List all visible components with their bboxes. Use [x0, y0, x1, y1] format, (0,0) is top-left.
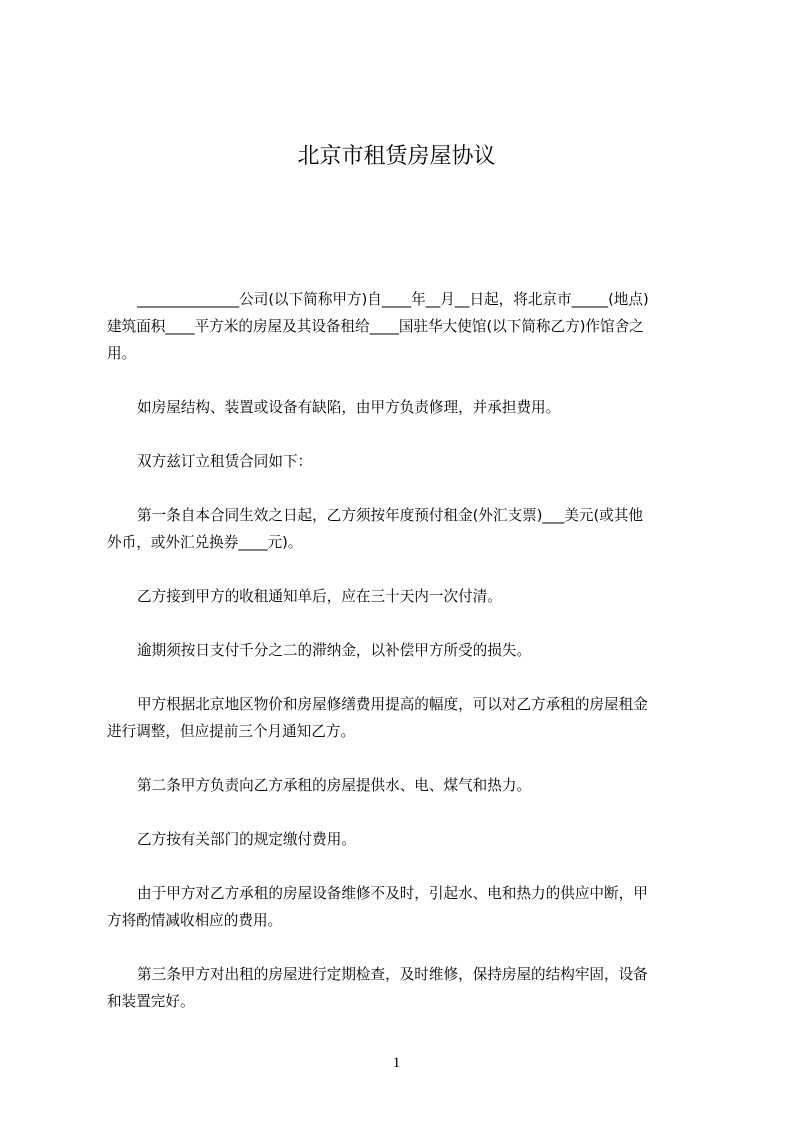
paragraph-line: ______________公司(以下简称甲方)自____年__月__日起，将北京市_____(地点) [137, 291, 649, 308]
page-number: 1 [392, 1055, 401, 1071]
paragraph-line: 如房屋结构、装置或设备有缺陷，由甲方负责修理，并承担费用。 [137, 399, 561, 416]
paragraph-line: 乙方接到甲方的收租通知单后，应在三十天内一次付清。 [137, 588, 502, 605]
paragraph-line: 外币，或外汇兑换券____元)。 [107, 534, 303, 551]
document-title: 北京市租赁房屋协议 [297, 144, 496, 169]
paragraph-line: 第三条甲方对出租的房屋进行定期检查，及时维修，保持房屋的结构牢固，设备 [137, 966, 648, 983]
paragraph-line: 逾期须按日支付千分之二的滞纳金，以补偿甲方所受的损失。 [137, 642, 532, 659]
paragraph-line: 甲方根据北京地区物价和房屋修缮费用提高的幅度，可以对乙方承租的房屋租金 [137, 696, 648, 713]
paragraph-line: 方将酌情减收相应的费用。 [107, 912, 283, 929]
paragraph-line: 用。 [107, 345, 137, 362]
paragraph-line: 建筑面积____平方米的房屋及其设备租给____国驻华大使馆(以下简称乙方)作馆舍之 [107, 318, 644, 335]
paragraph-line: 由于甲方对乙方承租的房屋设备维修不及时，引起水、电和热力的供应中断，甲 [137, 885, 648, 902]
paragraph-line: 和装置完好。 [107, 993, 195, 1010]
paragraph-line: 第一条自本合同生效之日起，乙方须按年度预付租金(外汇支票)___美元(或其他 [137, 507, 643, 524]
paragraph-line: 第二条甲方负责向乙方承租的房屋提供水、电、煤气和热力。 [137, 777, 532, 794]
paragraph-line: 双方兹订立租赁合同如下： [137, 453, 313, 470]
paragraph-line: 进行调整，但应提前三个月通知乙方。 [107, 723, 356, 740]
paragraph-line: 乙方按有关部门的规定缴付费用。 [137, 831, 356, 848]
